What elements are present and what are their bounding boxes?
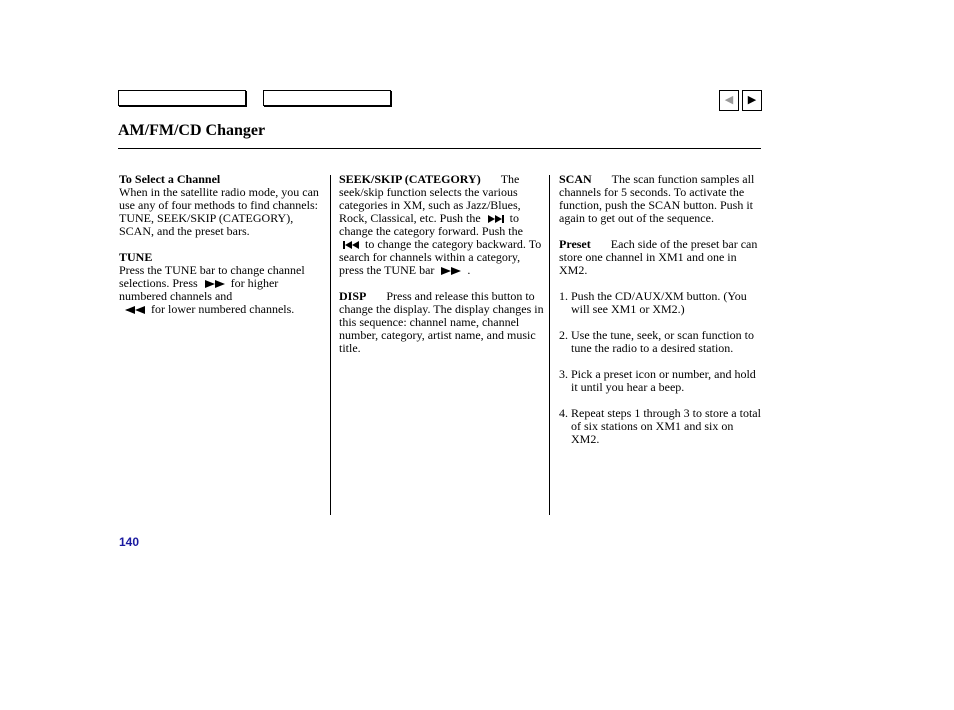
preset-paragraph: Preset Each side of the preset bar can store one channel in XM1 and one in XM2. bbox=[559, 237, 758, 277]
title-divider bbox=[118, 148, 761, 149]
left-triangle-icon: ◀ bbox=[724, 94, 734, 106]
tune-up-icon bbox=[205, 280, 227, 288]
disp-heading: DISP bbox=[339, 289, 367, 303]
step-2: 2. Use the tune, seek, or scan function to tune the radio to a desired station. bbox=[559, 328, 754, 355]
scan-paragraph: SCAN The scan function samples all channels for 5 seconds. To activate the function, push the SCAN button. Push it again to get out of the sequence. bbox=[559, 172, 755, 225]
seek-skip-heading: SEEK/SKIP (CATEGORY) bbox=[339, 172, 481, 186]
seek-skip-paragraph: SEEK/SKIP (CATEGORY) The seek/skip function selects the various categories in XM, such as Jazz/Blues, Rock, Classical, etc. Push the to change the category forward. Push the to change the category backward. To search for channels within a category, press the TUNE bar . bbox=[339, 172, 542, 277]
step-3: 3. Pick a preset icon or number, and hold it until you hear a beep. bbox=[559, 367, 756, 394]
tune-heading: TUNE bbox=[119, 250, 153, 264]
column-2 bbox=[339, 173, 545, 355]
next-page-button[interactable] bbox=[742, 90, 762, 111]
column-divider-1 bbox=[330, 175, 331, 515]
step-1: 1. Push the CD/AUX/XM button. (You will see XM1 or XM2.) bbox=[559, 289, 747, 316]
select-channel-heading: To Select a Channel bbox=[119, 172, 221, 186]
scan-heading: SCAN bbox=[559, 172, 592, 186]
skip-forward-icon bbox=[488, 215, 506, 223]
skip-back-icon bbox=[343, 241, 361, 249]
nav-tab-2[interactable] bbox=[263, 90, 391, 106]
select-channel-text: When in the satellite radio mode, you can use any of four methods to find channels: TUNE, SEEK/SKIP (CATEGORY), SCAN, and the preset bars. bbox=[119, 185, 319, 238]
preset-heading: Preset bbox=[559, 237, 591, 251]
column-1 bbox=[119, 173, 319, 316]
disp-paragraph: DISP Press and release this button to change the display. The display changes in this sequence: channel name, channel number, category, artist name, and music title. bbox=[339, 289, 544, 355]
tune-up-icon bbox=[441, 267, 463, 275]
step-4: 4. Repeat steps 1 through 3 to store a total of six stations on XM1 and six on XM2. bbox=[559, 406, 761, 446]
right-triangle-icon: ▶ bbox=[747, 94, 757, 106]
page-number: 140 bbox=[119, 535, 140, 549]
prev-page-button[interactable] bbox=[719, 90, 739, 111]
column-3 bbox=[559, 173, 764, 446]
tune-down-icon bbox=[125, 306, 147, 314]
tune-text: Press the TUNE bar to change channel selections. Press for higher numbered channels and for lower numbered channels. bbox=[119, 263, 305, 316]
page-title: AM/FM/CD Changer bbox=[118, 122, 266, 139]
nav-tab-1[interactable] bbox=[118, 90, 246, 106]
column-divider-2 bbox=[549, 175, 550, 515]
